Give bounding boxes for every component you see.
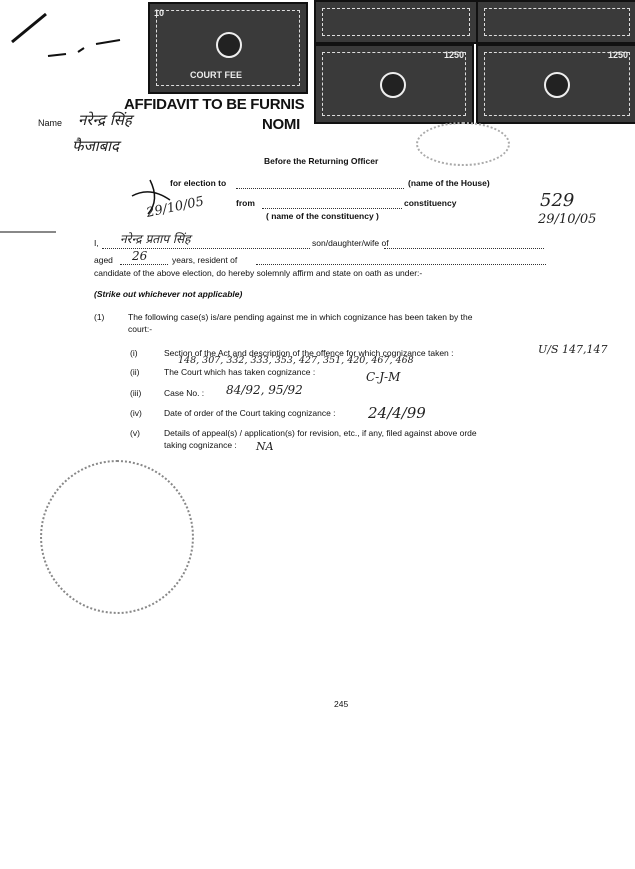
- sub-i-text: Section of the Act and description of the offence for which cognizance taken :: [164, 348, 454, 358]
- handwritten-age: 26: [132, 249, 148, 263]
- handwritten-court: C-J-M: [366, 370, 401, 384]
- handwritten-name: नरेन्द्र सिंह: [78, 111, 132, 129]
- affidavit-title-line2: NOMI: [262, 116, 300, 133]
- son-of-label: son/daughter/wife of: [312, 238, 389, 248]
- candidate-line: candidate of the above election, do hereby solemnly affirm and state on oath as under:-: [94, 268, 423, 278]
- election-suffix: (name of the House): [408, 178, 490, 188]
- parent-blank: [384, 248, 544, 249]
- aged-blank: [120, 264, 168, 265]
- constituency-blank: [262, 208, 402, 209]
- court-fee-stamp-left: [148, 2, 308, 94]
- item-1-number: (1): [94, 312, 105, 322]
- page-number: 245: [334, 699, 349, 709]
- stamp-number: 10: [154, 8, 165, 18]
- item-1-text-b: court:-: [128, 324, 153, 334]
- before-returning-officer: Before the Returning Officer: [264, 156, 379, 166]
- sub-ii-text: The Court which has taken cognizance :: [164, 367, 316, 377]
- sub-iv-text: Date of order of the Court taking cognizance :: [164, 408, 336, 418]
- handwritten-offence-2: 148, 307, 332, 333, 353, 427, 351, 420, 467, 468: [178, 355, 414, 366]
- sub-iv-number: (iv): [130, 408, 142, 418]
- emblem-icon: [380, 72, 406, 98]
- sub-iii-number: (iii): [130, 388, 142, 398]
- sub-iii-text: Case No. :: [164, 388, 205, 398]
- years-label: years, resident of: [172, 255, 238, 265]
- stamp-label: COURT FEE: [190, 70, 243, 80]
- handwritten-i-name: नरेन्द्र प्रताप सिंह: [120, 232, 191, 246]
- handwritten-number: 529: [540, 190, 575, 211]
- from-label: from: [236, 198, 255, 208]
- sub-i-number: (i): [130, 348, 138, 358]
- stamp-value: 1250: [607, 50, 628, 60]
- emblem-icon: [216, 32, 242, 58]
- election-prefix: for election to: [170, 178, 227, 188]
- sub-v-text: Details of appeal(s) / application(s) for revision, etc., if any, filed against above orde: [164, 428, 477, 438]
- handwritten-offence-1: U/S 147,147: [538, 343, 608, 356]
- residence-blank: [256, 264, 546, 265]
- handwritten-case-no: 84/92, 95/92: [226, 383, 303, 397]
- stamp-strip-top-right: [476, 0, 635, 44]
- item-1-text: The following case(s) is/are pending against me in which cognizance has been taken by the: [128, 312, 473, 322]
- court-fee-stamp-right: [476, 44, 635, 124]
- name-label: Name: [38, 118, 63, 128]
- sub-v-number: (v): [130, 428, 140, 438]
- i-label: I,: [94, 238, 99, 248]
- stamp-strip-top: [314, 0, 478, 44]
- handwritten-date-right: 29/10/05: [538, 212, 597, 227]
- constituency-label: constituency: [404, 198, 457, 208]
- sub-ii-number: (ii): [130, 367, 140, 377]
- handwritten-appeal: NA: [256, 440, 274, 453]
- handwritten-date-left: 29/10/05: [145, 194, 206, 221]
- stamp-value: 1250: [443, 50, 464, 60]
- strike-out-note: (Strike out whichever not applicable): [94, 289, 243, 299]
- official-seal-impression: [40, 460, 194, 614]
- handwritten-cognizance-date: 24/4/99: [368, 404, 426, 422]
- aged-label: aged: [94, 255, 113, 265]
- emblem-icon: [544, 72, 570, 98]
- seal-impression-top: [416, 122, 510, 166]
- court-fee-stamp-middle: [314, 44, 474, 124]
- handwritten-address: फैजाबाद: [72, 137, 119, 155]
- constituency-note: ( name of the constituency ): [266, 211, 379, 221]
- house-blank: [236, 188, 404, 189]
- sub-v-text-b: taking cognizance :: [164, 440, 237, 450]
- affidavit-title: AFFIDAVIT TO BE FURNIS: [124, 96, 305, 113]
